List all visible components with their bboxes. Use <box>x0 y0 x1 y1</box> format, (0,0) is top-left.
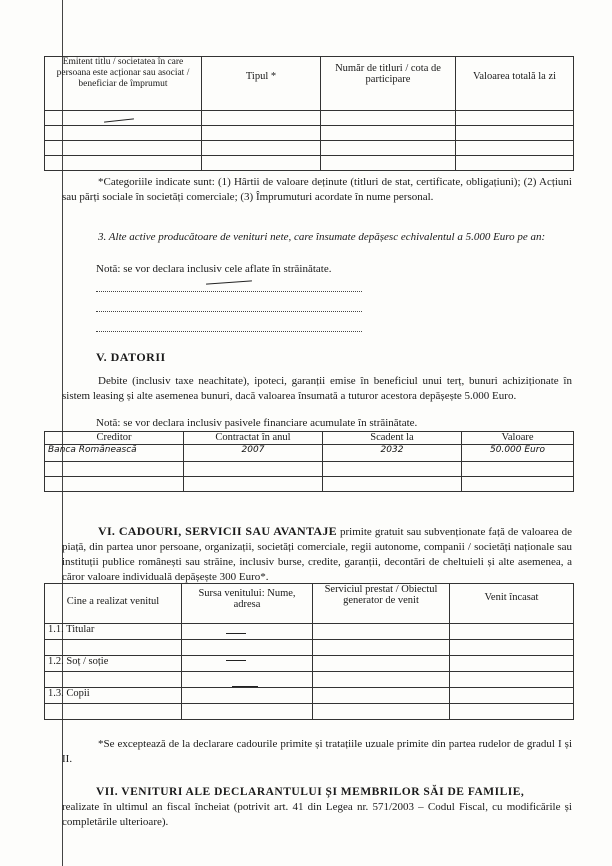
section3-note: Notă: se vor declara inclusiv cele aflate în străinătate. <box>96 263 332 275</box>
table-row <box>45 445 574 462</box>
handwritten-arrow <box>206 280 252 284</box>
section-vi-text: primite gratuit sau subvenționate față de valoarea de piață, din partea unor persoane, organizații, societăți comerciale, regii autonome, companii / societăți naționale sau instituții publice românești sau străine, inclusiv burse, credite, garanții, decontări de cheltuieli și alte asemenea, a căror valoare individuală depășește 300 Euro*. <box>62 526 572 583</box>
table-row <box>45 111 574 126</box>
handwritten-dash <box>226 633 246 634</box>
securities-table <box>44 56 574 171</box>
section-vii-text: realizate în ultimul an fiscal încheiat (potrivit art. 41 din Legea nr. 571/2003 – Codul Fiscal, cu modificările și completările ulterioare). <box>62 801 572 828</box>
t1-header-valoare: Valoarea totală la zi <box>456 57 574 111</box>
section-vii-title: VII. VENITURI ALE DECLARANTULUI ȘI MEMBRILOR SĂI DE FAMILIE, <box>96 786 525 798</box>
t2-header-scadent: Scadent la <box>323 432 462 445</box>
debt-amount-value: 50.000 Euro <box>462 445 574 462</box>
t2-header-contractat: Contractat în anul <box>184 432 323 445</box>
creditor-value: Banca Românească <box>45 445 184 462</box>
t2-header-creditor: Creditor <box>45 432 184 445</box>
table-row <box>45 704 574 720</box>
due-date-value: 2032 <box>323 445 462 462</box>
debts-table <box>44 431 574 492</box>
row-label-titular: 1.1. Titular <box>45 624 182 640</box>
table-row <box>45 656 574 672</box>
t2-header-valoare: Valoare <box>462 432 574 445</box>
note-categories: *Categoriile indicate sunt: (1) Hârtii de valoare deținute (titluri de stat, certificate, obligațiuni); (2) Acțiuni sau părți sociale în societăți comerciale; (3) Împrumuturi acordate în nume personal. <box>62 176 572 203</box>
blank-line <box>96 330 362 332</box>
table-row <box>45 640 574 656</box>
handwritten-dash <box>226 660 246 661</box>
t1-header-numar: Număr de titluri / cota de participare <box>321 57 456 111</box>
section-vi-title: VI. CADOURI, SERVICII SAU AVANTAJE <box>98 524 337 538</box>
contracted-year-value: 2007 <box>184 445 323 462</box>
table-row <box>45 477 574 492</box>
note-exceptions: *Se exceptează de la declarare cadourile primite și tratațiile uzuale primite din partea rudelor de gradul I și II. <box>62 738 572 765</box>
section-vi-paragraph <box>62 524 572 585</box>
section-v-title: V. DATORII <box>96 350 166 364</box>
t3-header-sursa: Sursa venitului: Nume, adresa <box>182 584 313 624</box>
table-row <box>45 672 574 688</box>
table-row <box>45 462 574 477</box>
t3-header-venit: Venit încasat <box>450 584 574 624</box>
table-row <box>45 624 574 640</box>
t3-header-serviciu: Serviciul prestat / Obiectul generator de venit <box>313 584 450 624</box>
t3-header-cine: Cine a realizat venitul <box>45 584 182 624</box>
table-row <box>45 688 574 704</box>
row-label-copii: 1.3. Copii <box>45 688 182 704</box>
section-v-text: Debite (inclusiv taxe neachitate), ipoteci, garanții emise în beneficiul unui terț, bunuri achiziționate în sistem leasing și alte asemenea bunuri, dacă valoarea însumată a tuturor acestora depășește 5.000 Euro. <box>62 375 572 402</box>
t1-header-emitent: Emitent titlu / societatea în care persoana este acționar sau asociat / beneficiar de împrumut <box>45 57 202 111</box>
blank-line <box>96 290 362 292</box>
gifts-table <box>44 583 574 720</box>
section3-heading: 3. Alte active producătoare de venituri nete, care însumate depășesc echivalentul a 5.000 Euro pe an: <box>98 231 546 243</box>
t1-header-tip: Tipul * <box>202 57 321 111</box>
table-row <box>45 141 574 156</box>
section-v-note: Notă: se vor declara inclusiv pasivele financiare acumulate în străinătate. <box>96 417 418 429</box>
handwritten-arrow <box>232 686 258 687</box>
row-label-sot: 1.2. Soț / soție <box>45 656 182 672</box>
blank-line <box>96 310 362 312</box>
table-row <box>45 126 574 141</box>
table-row <box>45 156 574 171</box>
